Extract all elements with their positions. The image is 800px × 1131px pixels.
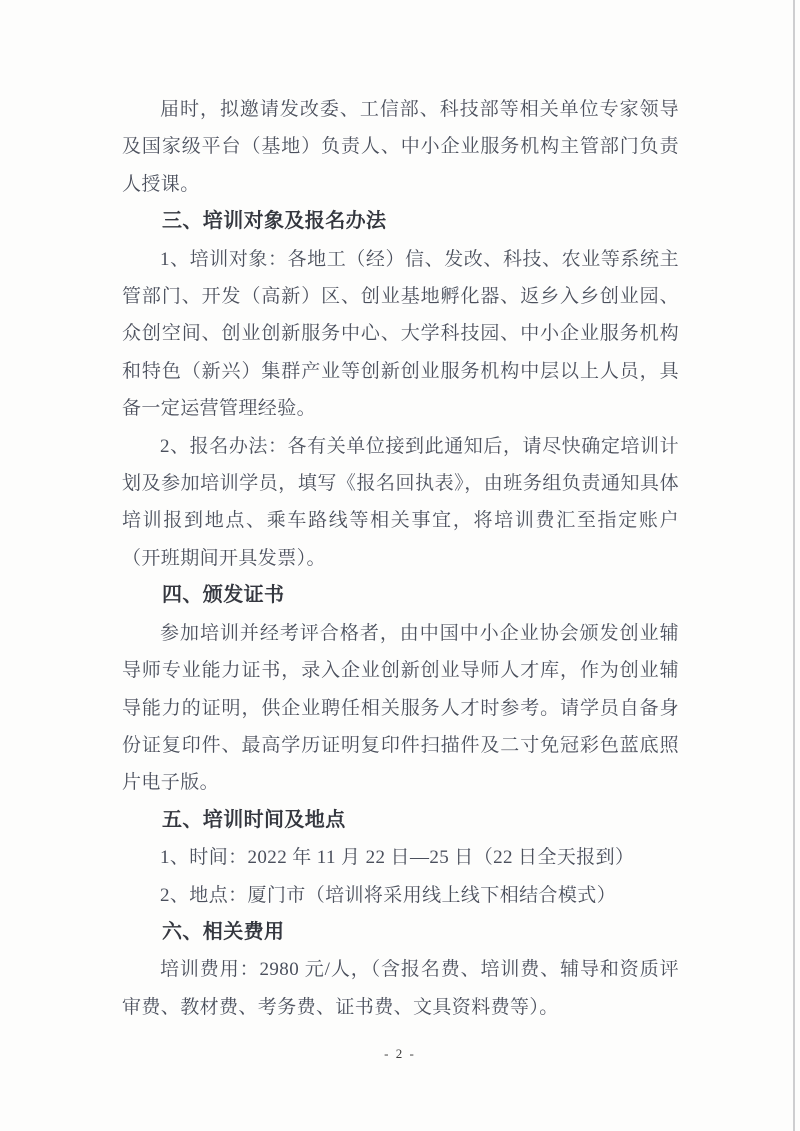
page-number: - 2 - [384,1046,416,1061]
paragraph-registration-method: 2、报名办法：各有关单位接到此通知后，请尽快确定培训计划及参加培训学员，填写《报名回执表》，由班务组负责通知具体培训报到地点、乘车路线等相关事宜，将培训费汇至指定账户（开班期间开具发票）。 [122,435,679,569]
heading-section-4-certificate: 四、颁发证书 [162,584,285,607]
scan-edge-line [793,0,795,1131]
paragraph-certificate-details: 参加培训并经考评合格者，由中国中小企业协会颁发创业辅导师专业能力证书，录入企业创新创业导师人才库，作为创业辅导能力的证明，供企业聘任相关服务人才时参考。请学员自备身份证复印件、最高学历证明复印件扫描件及二寸免冠彩色蓝底照片电子版。 [122,622,679,794]
page-content [122,91,679,1026]
heading-section-3-targets: 三、培训对象及报名办法 [162,210,387,233]
paragraph-training-targets: 1、培训对象：各地工（经）信、发改、科技、农业等系统主管部门、开发（高新）区、创业基地孵化器、返乡入乡创业园、众创空间、创业创新服务中心、大学科技园、中小企业服务机构和特色（新兴）集群产业等创新创业服务机构中层以上人员，具备一定运营管理经验。 [122,248,679,420]
paragraph-lecturers: 届时，拟邀请发改委、工信部、科技部等相关单位专家领导及国家级平台（基地）负责人、中小企业服务机构主管部门负责人授课。 [122,99,679,195]
paragraph-fee-details: 培训费用：2980 元/人，（含报名费、培训费、辅导和资质评审费、教材费、考务费、证书费、文具资料费等）。 [122,959,679,1018]
heading-section-6-fees: 六、相关费用 [162,920,285,943]
paragraph-training-time: 1、时间：2022 年 11 月 22 日—25 日（22 日全天报到） [160,847,635,869]
paragraph-training-location: 2、地点：厦门市（培训将采用线上线下相结合模式） [160,884,617,906]
heading-section-5-time-place: 五、培训时间及地点 [162,808,346,831]
